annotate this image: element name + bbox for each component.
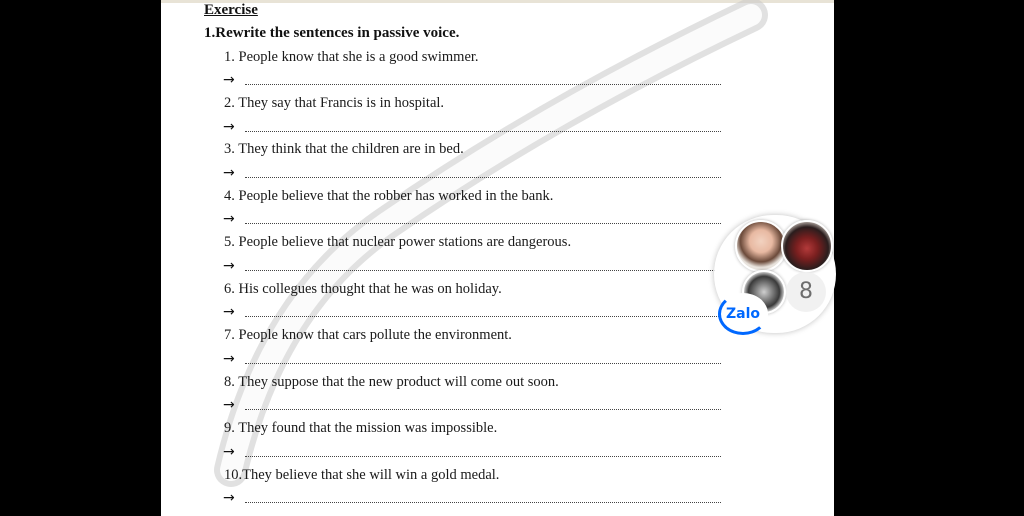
dotted-line	[245, 177, 721, 178]
dotted-line	[245, 409, 721, 410]
arrow-icon: →	[223, 397, 235, 413]
exercise-item-6: 6. His collegues thought that he was on holiday.	[224, 281, 502, 297]
dotted-line	[245, 456, 721, 457]
more-contacts-badge[interactable]: 8	[786, 272, 826, 312]
arrow-icon: →	[223, 304, 235, 320]
dotted-line	[245, 502, 721, 503]
dotted-line	[245, 131, 721, 132]
exercise-item-5: 5. People believe that nuclear power stations are dangerous.	[224, 234, 572, 250]
answer-line-4[interactable]	[223, 211, 723, 227]
arrow-icon: →	[223, 351, 235, 367]
exercise-item-7: 7. People know that cars pollute the environment.	[224, 327, 512, 343]
dotted-line	[245, 84, 721, 85]
exercise-item-4: 4. People believe that the robber has worked in the bank.	[224, 188, 554, 204]
answer-line-1[interactable]	[223, 72, 723, 88]
avatar[interactable]	[781, 220, 833, 272]
answer-line-5[interactable]	[223, 258, 723, 274]
dotted-line	[245, 363, 721, 364]
arrow-icon: →	[223, 490, 235, 506]
answer-line-8[interactable]	[223, 397, 723, 413]
arrow-icon: →	[223, 211, 235, 227]
arrow-icon: →	[223, 165, 235, 181]
answer-line-6[interactable]	[223, 304, 723, 320]
arrow-icon: →	[223, 444, 235, 460]
exercise-item-2: 2. They say that Francis is in hospital.	[224, 95, 445, 111]
answer-line-9[interactable]	[223, 444, 723, 460]
exercise-item-9: 9. They found that the mission was impossible.	[224, 420, 498, 436]
exercise-instruction: 1.Rewrite the sentences in passive voice.	[204, 25, 460, 41]
answer-line-10[interactable]	[223, 490, 723, 506]
answer-line-2[interactable]	[223, 119, 723, 135]
dotted-line	[245, 270, 721, 271]
arrow-icon: →	[223, 119, 235, 135]
avatar[interactable]	[735, 220, 787, 272]
zalo-logo-button[interactable]: Zalo	[718, 293, 768, 335]
answer-line-3[interactable]	[223, 165, 723, 181]
exercise-item-3: 3. They think that the children are in bed.	[224, 141, 464, 157]
answer-line-7[interactable]	[223, 351, 723, 367]
dotted-line	[245, 316, 721, 317]
exercise-item-8: 8. They suppose that the new product will come out soon.	[224, 374, 559, 390]
arrow-icon: →	[223, 258, 235, 274]
exercise-item-1: 1. People know that she is a good swimmer.	[224, 49, 479, 65]
arrow-icon: →	[223, 72, 235, 88]
exercise-title: Exercise	[204, 2, 258, 18]
dotted-line	[245, 223, 721, 224]
exercise-item-10: 10.They believe that she will win a gold medal.	[224, 467, 500, 483]
